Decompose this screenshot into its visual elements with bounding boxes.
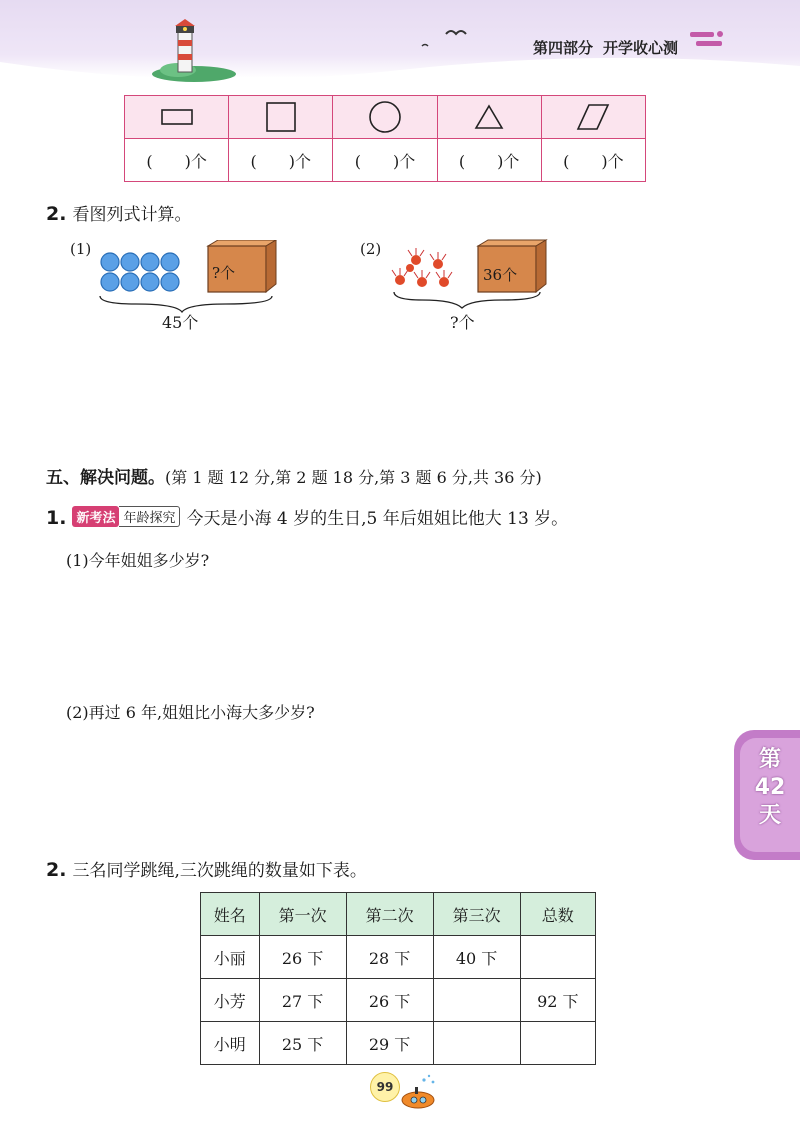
circle-icon xyxy=(368,100,402,134)
header-wave-decoration xyxy=(0,52,800,92)
page-number: 99 xyxy=(370,1072,400,1102)
parallelogram-icon xyxy=(576,102,610,132)
problem-text: 三名同学跳绳,三次跳绳的数量如下表。 xyxy=(72,861,367,881)
table-cell: 92 下 xyxy=(520,979,595,1022)
day-side-tab-label xyxy=(740,738,800,852)
submarine-icon xyxy=(398,1072,442,1112)
header-subtitle: 开学收心测 xyxy=(602,39,678,57)
figure-1-total-label: 45个 xyxy=(162,313,199,332)
shape-cell-square xyxy=(229,96,333,139)
problem-text: 今天是小海 4 岁的生日,5 年后姐姐比他大 13 岁。 xyxy=(186,509,569,529)
question-text: 看图列式计算。 xyxy=(72,205,192,225)
question-number: 2. xyxy=(46,203,67,225)
figure-2-total-label: ?个 xyxy=(450,313,475,332)
day-side-tab xyxy=(734,730,800,860)
section-5-points: (第 1 题 12 分,第 2 题 18 分,第 3 题 6 分,共 36 分) xyxy=(165,468,542,487)
topic-tag: 年龄探究 xyxy=(119,506,180,527)
blue-circles-icon xyxy=(101,253,179,291)
figure-2-box-label: 36个 xyxy=(483,266,518,284)
table-row xyxy=(201,936,596,979)
table-cell[interactable] xyxy=(433,979,520,1022)
table-cell: 28 下 xyxy=(346,936,433,979)
table-cell: 26 下 xyxy=(346,979,433,1022)
table-header-cell: 第二次 xyxy=(346,893,433,936)
table-cell: 小明 xyxy=(201,1022,260,1065)
day-label-suffix: 天 xyxy=(758,803,781,828)
jump-rope-table xyxy=(200,892,596,1065)
section-5-title xyxy=(46,463,542,488)
table-header-cell: 总数 xyxy=(520,893,595,936)
problem-1-prompt xyxy=(46,504,568,529)
answer-cell[interactable]: ( )个 xyxy=(333,139,437,182)
square-icon xyxy=(265,101,297,133)
table-cell[interactable] xyxy=(520,1022,595,1065)
table-cell[interactable] xyxy=(433,1022,520,1065)
shuttlecock-balls-icon xyxy=(392,248,452,287)
table-cell: 小芳 xyxy=(201,979,260,1022)
figure-1-label: (1) xyxy=(70,240,92,258)
table-header-cell: 姓名 xyxy=(201,893,260,936)
problem-1-sub-1: (1)今年姐姐多少岁? xyxy=(66,551,210,570)
table-cell: 27 下 xyxy=(259,979,346,1022)
day-label-prefix: 第 xyxy=(758,747,781,772)
answer-cell[interactable]: ( )个 xyxy=(229,139,333,182)
problem-2-prompt xyxy=(46,856,367,881)
answer-cell[interactable]: ( )个 xyxy=(125,139,229,182)
day-label-number: 42 xyxy=(754,775,786,800)
table-row xyxy=(201,1022,596,1065)
shape-cell-circle xyxy=(333,96,437,139)
header-title xyxy=(533,37,678,58)
shape-cell-triangle xyxy=(437,96,541,139)
answer-cell[interactable]: ( )个 xyxy=(437,139,541,182)
table-row xyxy=(201,979,596,1022)
figure-1-box-label: ?个 xyxy=(212,264,236,282)
table-cell: 40 下 xyxy=(433,936,520,979)
shape-cell-rectangle xyxy=(125,96,229,139)
question-2-prompt xyxy=(46,200,191,225)
table-cell[interactable] xyxy=(520,936,595,979)
figure-2-label: (2) xyxy=(360,240,382,258)
header-logo-icon xyxy=(686,28,726,54)
table-header-cell: 第三次 xyxy=(433,893,520,936)
new-method-tag: 新考法 xyxy=(72,506,119,527)
table-cell: 小丽 xyxy=(201,936,260,979)
header-part: 第四部分 xyxy=(532,39,593,57)
table-cell: 26 下 xyxy=(259,936,346,979)
triangle-icon xyxy=(474,103,504,131)
table-header-row xyxy=(201,893,596,936)
lighthouse-icon xyxy=(148,18,240,82)
problem-number: 2. xyxy=(46,859,67,881)
rectangle-icon xyxy=(160,107,194,127)
problem-number: 1. xyxy=(46,507,67,529)
table-cell: 29 下 xyxy=(346,1022,433,1065)
shape-cell-parallelogram xyxy=(541,96,645,139)
shape-count-table xyxy=(124,95,646,182)
answer-cell[interactable]: ( )个 xyxy=(541,139,645,182)
birds-icon xyxy=(416,24,476,54)
table-header-cell: 第一次 xyxy=(259,893,346,936)
section-5-heading: 五、解决问题。 xyxy=(46,468,165,488)
table-cell: 25 下 xyxy=(259,1022,346,1065)
problem-1-sub-2: (2)再过 6 年,姐姐比小海大多少岁? xyxy=(66,703,315,722)
